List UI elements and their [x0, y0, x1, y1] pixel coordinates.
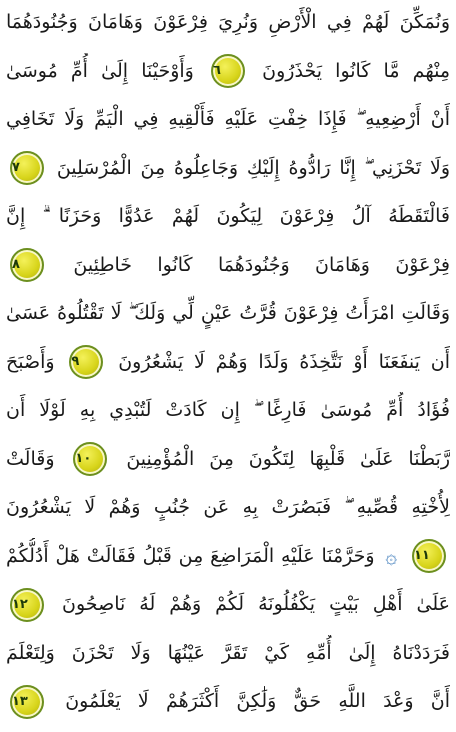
verse-text-continued: وَقَالَتْ — [6, 447, 55, 470]
verse-text: فُؤَادُ أُمِّ مُوسَىٰ فَارِغًا ۖ إِن كَادَتْ لَتُبْدِي بِهِ لَوْلَا أَن — [6, 399, 450, 421]
verse-line-11 — [6, 489, 450, 538]
ayah-number-marker: ٩ — [69, 345, 103, 379]
verse-line-5 — [6, 198, 450, 247]
verse-text: أَنَّ وَعْدَ اللَّهِ حَقٌّ وَلَٰكِنَّ أَكْثَرَهُمْ لَا يَعْلَمُونَ — [65, 690, 450, 712]
ayah-number-marker: ٨ — [10, 248, 44, 282]
verse-line-15 — [6, 683, 450, 732]
ayah-number-marker: ٧ — [10, 151, 44, 185]
verse-text: وَلَا تَحْزَنِي ۖ إِنَّا رَادُّوهُ إِلَيْكِ وَجَاعِلُوهُ مِنَ الْمُرْسَلِينَ — [56, 156, 450, 179]
verse-text: مِنْهُم مَّا كَانُوا يَحْذَرُونَ — [262, 59, 450, 82]
verse-line-7 — [6, 295, 450, 344]
verse-line-6 — [6, 247, 450, 296]
ayah-number-marker: ١٣ — [10, 685, 44, 719]
verse-line-9 — [6, 392, 450, 441]
verse-text: لِأُخْتِهِ قُصِّيهِ ۖ فَبَصُرَتْ بِهِ عَن جُنُبٍ وَهُمْ لَا يَشْعُرُونَ — [6, 496, 450, 518]
verse-text: فَالْتَقَطَهُ آلُ فِرْعَوْنَ لِيَكُونَ لَهُمْ عَدُوًّا وَحَزَنًا ۗ إِنَّ — [6, 205, 450, 227]
verse-text: رَّبَطْنَا عَلَىٰ قَلْبِهَا لِتَكُونَ مِنَ الْمُؤْمِنِينَ — [126, 447, 450, 470]
verse-line-8 — [6, 344, 450, 393]
verse-text: وَنُمَكِّنَ لَهُمْ فِي الْأَرْضِ وَنُرِيَ فِرْعَوْنَ وَهَامَانَ وَجُنُودَهُمَا — [6, 11, 450, 33]
ayah-number-marker: ١٢ — [10, 588, 44, 622]
verse-line-4 — [6, 150, 450, 199]
verse-line-1 — [6, 4, 450, 53]
verse-text-continued: وَحَرَّمْنَا عَلَيْهِ الْمَرَاضِعَ مِن قَبْلُ فَقَالَتْ هَلْ أَدُلُّكُمْ — [6, 544, 375, 567]
verse-line-2 — [6, 53, 450, 102]
verse-text-continued: وَأَوْحَيْنَا إِلَىٰ أُمِّ مُوسَىٰ — [6, 59, 194, 82]
verse-line-13 — [6, 586, 450, 635]
verse-text: فِرْعَوْنَ وَهَامَانَ وَجُنُودَهُمَا كَانُوا خَاطِئِينَ — [73, 253, 450, 276]
verse-line-3 — [6, 101, 450, 150]
verse-text: أَن يَنفَعَنَا أَوْ نَتَّخِذَهُ وَلَدًا وَهُمْ لَا يَشْعُرُونَ — [118, 350, 450, 373]
verse-text: عَلَىٰ أَهْلِ بَيْتٍ يَكْفُلُونَهُ لَكُمْ وَهُمْ لَهُ نَاصِحُونَ — [62, 593, 450, 615]
hizb-star-icon: ۞ — [385, 544, 398, 568]
verse-text: وَقَالَتِ امْرَأَتُ فِرْعَوْنَ قُرَّتُ عَيْنٍ لِّي وَلَكَ ۖ لَا تَقْتُلُوهُ عَسَىٰ — [6, 302, 450, 324]
verse-text-continued: وَأَصْبَحَ — [6, 350, 55, 373]
ayah-number-marker: ٦ — [211, 54, 245, 88]
verse-text: أَنْ أَرْضِعِيهِ ۖ فَإِذَا خِفْتِ عَلَيْهِ فَأَلْقِيهِ فِي الْيَمِّ وَلَا تَخَافِي — [6, 108, 450, 130]
verse-line-14 — [6, 635, 450, 684]
ayah-number-marker: ١١ — [412, 539, 446, 573]
verse-text: فَرَدَدْنَاهُ إِلَىٰ أُمِّهِ كَيْ تَقَرَّ عَيْنُهَا وَلَا تَحْزَنَ وَلِتَعْلَمَ — [6, 641, 450, 664]
ayah-number-marker: ١٠ — [73, 442, 107, 476]
verse-line-10 — [6, 441, 450, 490]
verse-line-12 — [6, 538, 450, 587]
